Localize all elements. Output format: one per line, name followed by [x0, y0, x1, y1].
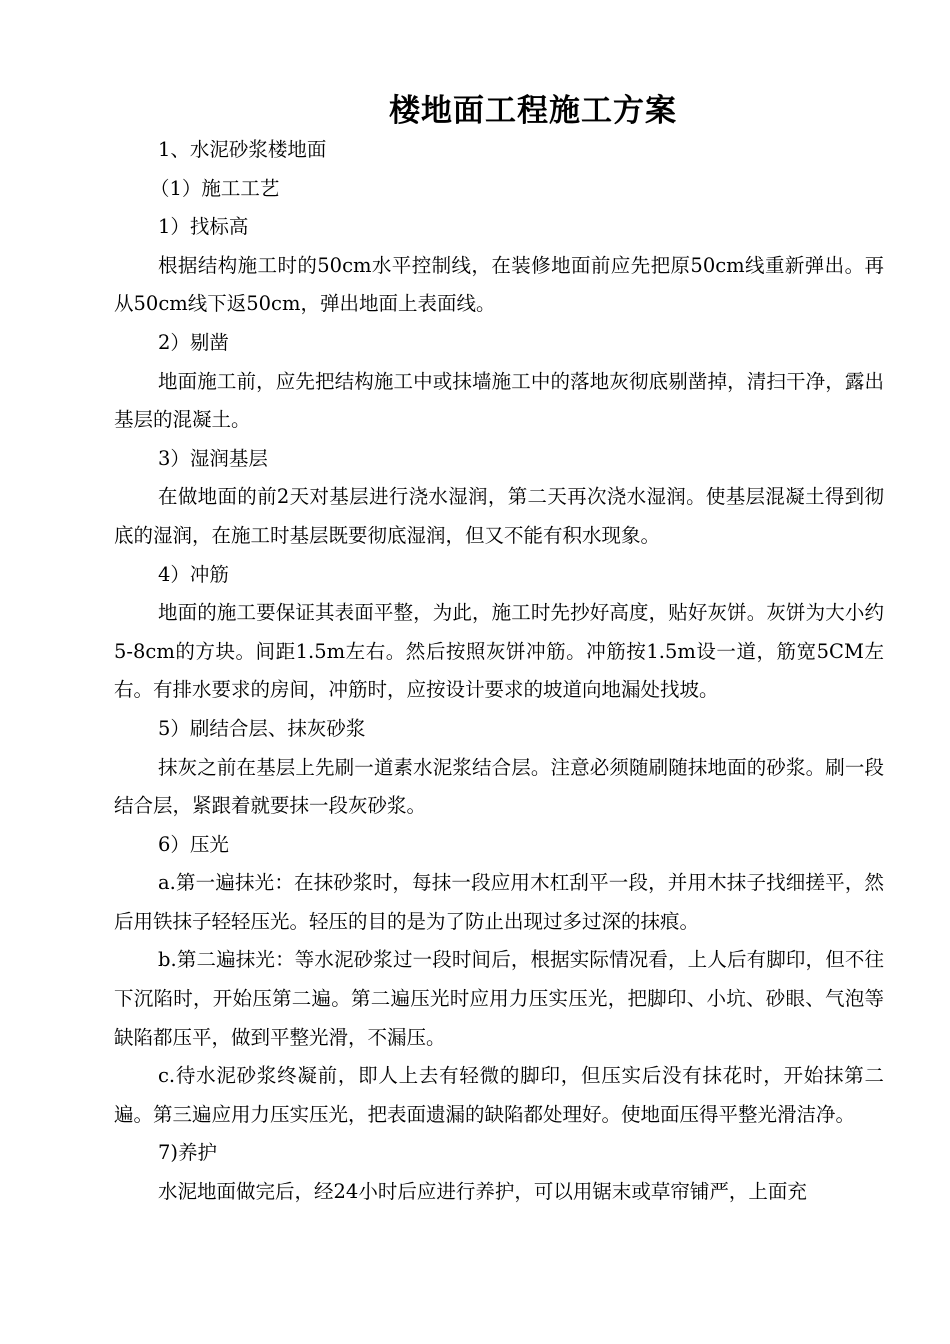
body-paragraph: 水泥地面做完后，经24小时后应进行养护，可以用锯末或草帘铺严，上面充: [158, 1180, 807, 1204]
section-heading: 6）压光: [158, 832, 229, 856]
body-paragraph: 在做地面的前2天对基层进行浇水湿润，第二天再次浇水湿润。使基层混凝土得到彻底的湿润，在施工时基层既要彻底湿润，但又不能有积水现象。: [114, 485, 884, 547]
section-heading: 1）找标高: [158, 215, 249, 239]
section-heading: 5）刷结合层、抹灰砂浆: [158, 716, 366, 740]
section-heading: 7)养护: [158, 1141, 218, 1165]
body-paragraph: 抹灰之前在基层上先刷一道素水泥浆结合层。注意必须随刷随抹地面的砂浆。刷一段结合层，紧跟着就要抹一段灰砂浆。: [114, 755, 884, 818]
body-paragraph: 根据结构施工时的50cm水平控制线，在装修地面前应先把原50cm线重新弹出。再从50cm线下返50cm，弹出地面上表面线。: [114, 253, 884, 316]
body-paragraph: c.待水泥砂浆终凝前，即人上去有轻微的脚印，但压实后没有抹花时，开始抹第二遍。第三遍应用力压实压光，把表面遗漏的缺陷都处理好。使地面压得平整光滑洁净。: [114, 1064, 884, 1126]
section-heading: 1、水泥砂浆楼地面: [158, 138, 327, 161]
section-heading: 2）剔凿: [158, 330, 229, 354]
document-body: [114, 131, 884, 1212]
document-title: 楼地面工程施工方案: [389, 93, 677, 129]
section-heading: （1）施工工艺: [150, 176, 280, 200]
body-paragraph: 地面施工前，应先把结构施工中或抹墙施工中的落地灰彻底剔凿掉，清扫干净，露出基层的混凝土。: [114, 369, 884, 432]
section-heading: 4）冲筋: [158, 562, 229, 586]
section-heading: 3）湿润基层: [158, 446, 268, 470]
body-paragraph: 地面的施工要保证其表面平整，为此，施工时先抄好高度，贴好灰饼。灰饼为大小约5-8cm的方块。间距1.5m左右。然后按照灰饼冲筋。冲筋按1.5m设一道，筋宽5CM左右。有排水要求的房间，冲筋时，应按设计要求的坡道向地漏处找坡。: [114, 601, 884, 702]
body-paragraph: a.第一遍抹光：在抹砂浆时，每抹一段应用木杠刮平一段，并用木抹子找细搓平，然后用铁抹子轻轻压光。轻压的目的是为了防止出现过多过深的抹痕。: [114, 871, 884, 933]
body-paragraph: b.第二遍抹光：等水泥砂浆过一段时间后，根据实际情况看，上人后有脚印，但不往下沉陷时，开始压第二遍。第二遍压光时应用力压实压光，把脚印、小坑、砂眼、气泡等缺陷都压平，做到平整光滑，不漏压。: [114, 948, 884, 1049]
